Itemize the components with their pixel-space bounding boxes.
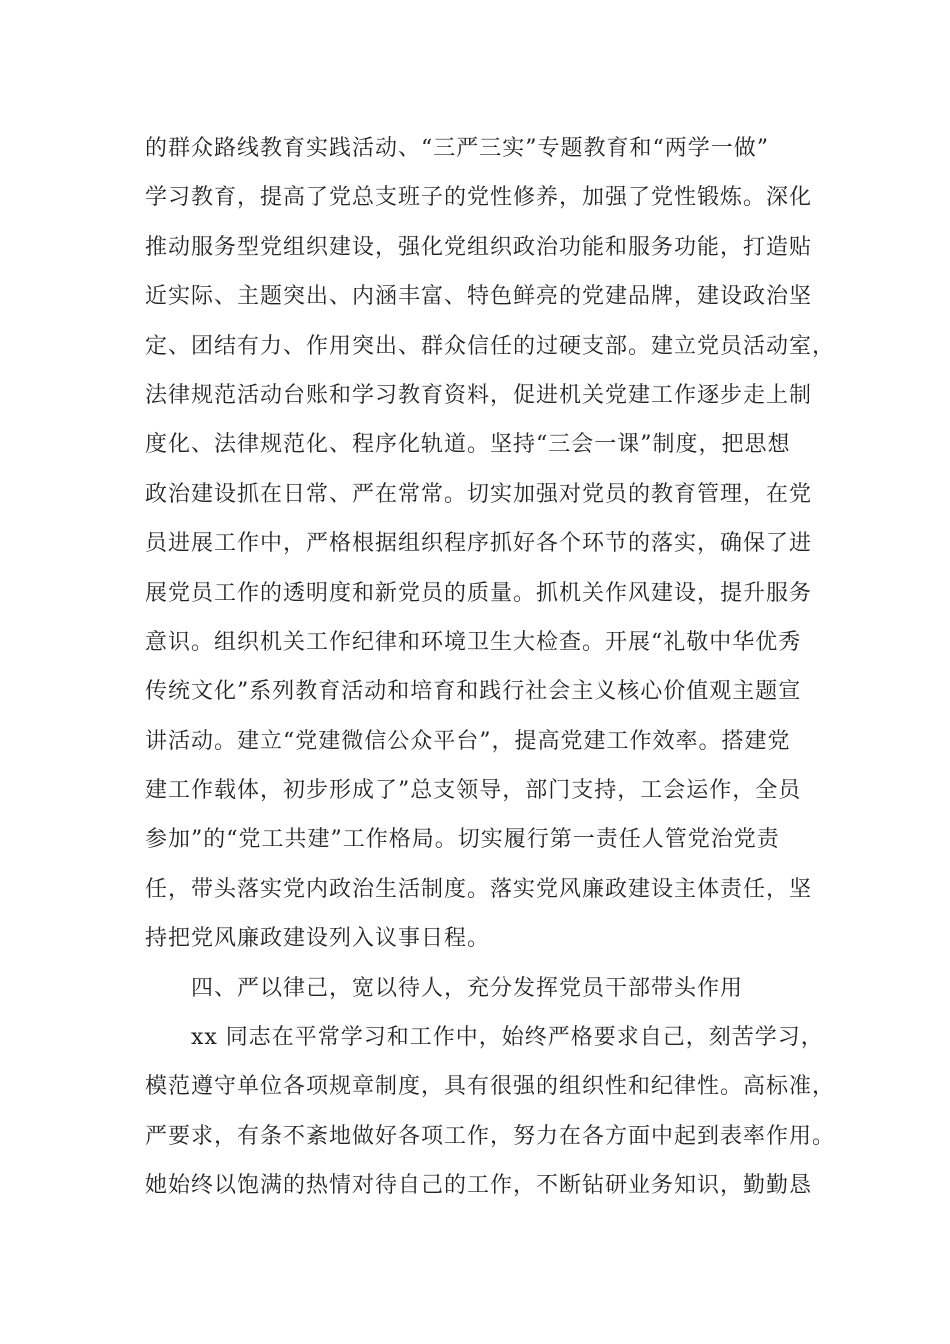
paragraph-line: 员进展工作中，严格根据组织程序抓好各个环节的落实，确保了进 (145, 531, 813, 557)
paragraph-line: xx 同志在平常学习和工作中，始终严格要求自己，刻苦学习， (191, 1025, 824, 1051)
paragraph-line: 定、团结有力、作用突出、群众信任的过硬支部。建立党员活动室， (145, 333, 836, 359)
paragraph-line: 建工作载体，初步形成了”总支领导，部门支持，工会运作，全员 (145, 778, 802, 804)
paragraph-line: 学习教育，提高了党总支班子的党性修养，加强了党性锻炼。深化 (145, 185, 813, 211)
body-text (145, 124, 836, 1211)
paragraph-line: 她始终以饱满的热情对待自己的工作，不断钻研业务知识，勤勤恳 (145, 1173, 813, 1199)
paragraph-line: 展党员工作的透明度和新党员的质量。抓机关作风建设，提升服务 (145, 580, 813, 606)
paragraph-line: 度化、法律规范化、程序化轨道。坚持“三会一课”制度，把思想 (145, 432, 791, 458)
paragraph-line: 政治建设抓在日常、严在常常。切实加强对党员的教育管理，在党 (145, 481, 813, 507)
paragraph-line: 参加”的“党工共建”工作格局。切实履行第一责任人管党治党责 (145, 827, 780, 853)
section-heading: 四、严以律己，宽以待人，充分发挥党员干部带头作用 (191, 975, 744, 1001)
paragraph-line: 推动服务型党组织建设，强化党组织政治功能和服务功能，打造贴 (145, 234, 813, 260)
paragraph-line: 模范遵守单位各项规章制度，具有很强的组织性和纪律性。高标准， (145, 1074, 836, 1100)
paragraph-line: 传统文化”系列教育活动和培育和践行社会主义核心价值观主题宣 (145, 679, 802, 705)
paragraph-line: 讲活动。建立“党建微信公众平台”，提高党建工作效率。搭建党 (145, 728, 791, 754)
paragraph-line: 意识。组织机关工作纪律和环境卫生大检查。开展“礼敬中华优秀 (145, 629, 802, 655)
paragraph-line: 法律规范活动台账和学习教育资料，促进机关党建工作逐步走上制 (145, 382, 813, 408)
paragraph-line: 的群众路线教育实践活动、“三严三实”专题教育和“两学一做” (145, 136, 769, 161)
paragraph-line: 任，带头落实党内政治生活制度。落实党风廉政建设主体责任，坚 (145, 876, 813, 902)
paragraph-line: 持把党风廉政建设列入议事日程。 (145, 926, 491, 952)
paragraph-line: 近实际、主题突出、内涵丰富、特色鲜亮的党建品牌，建设政治坚 (145, 284, 813, 310)
paragraph-line: 严要求，有条不紊地做好各项工作，努力在各方面中起到表率作用。 (145, 1123, 836, 1149)
